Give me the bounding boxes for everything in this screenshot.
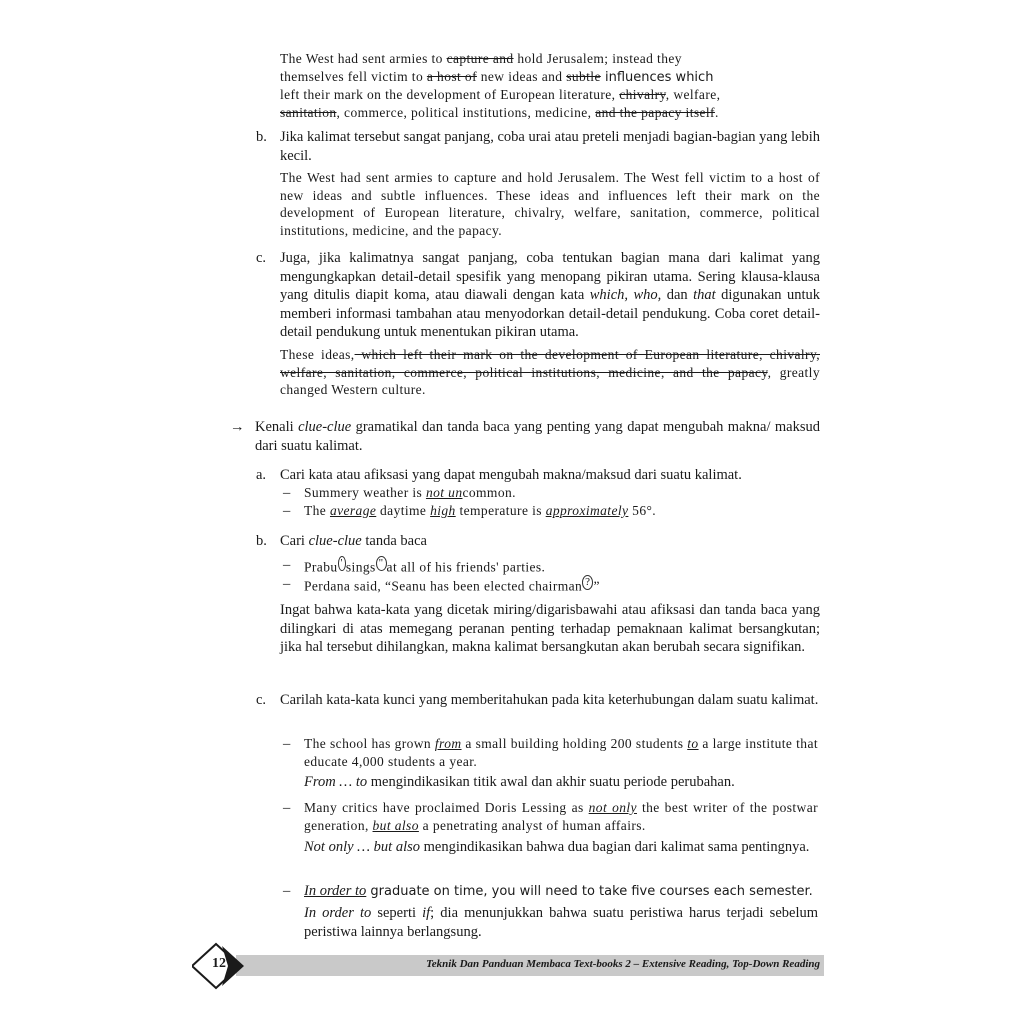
instruction-line: Cari kata atau afiksasi yang dapat mengubah makna/maksud dari suatu kalimat. [280,467,742,483]
example-note: In order to seperti if; dia menunjukkan bahwa suatu peristiwa harus terjadi sebelum peristiwa lainnya berlangsung. [304,905,819,940]
instruction-paragraph: Carilah kata-kata kunci yang memberitahukan pada kita keterhubungan dalam suatu kalimat. [280,692,819,708]
circled-punctuation: ? [582,575,593,590]
example-split-sentence: The West had sent armies to capture and hold Jerusalem. The West fell victim to a host of new ideas and subtle influences. These ideas and influences left their mark on the development of European literature, chivalry, welfare, sanitation, commerce, political institutions, medicine, and the papacy. [280,170,820,238]
example-line: Prabu ' sings " at all of his friends' parties. [304,557,546,575]
dash-bullet: – [283,503,291,519]
dash-bullet: – [283,883,291,899]
arrow-point-text: Kenali clue-clue gramatikal dan tanda baca yang penting yang dapat mengubah makna/ maksud dari suatu kalimat. [255,419,820,454]
instruction-paragraph: Jika kalimat tersebut sangat panjang, coba urai atau preteli menjadi bagian-bagian yang lebih kecil. [280,129,820,164]
list-marker-b: b. [256,533,267,549]
dash-bullet: – [283,800,291,816]
dash-bullet: – [283,576,291,592]
example-line: The average daytime high temperature is approximately 56°. [304,503,657,518]
list-marker-c: c. [256,692,267,708]
example-line: Summery weather is not uncommon. [304,485,516,500]
example-line: Many critics have proclaimed Doris Lessing as not only the best writer of the postwar generation, but also a penetrating analyst of human affairs. [304,800,818,833]
example-line: In order to graduate on time, you will need to take five courses each semester. [304,883,813,899]
example-strikethrough-sentence: The West had sent armies to capture and hold Jerusalem; instead they themselves fell victim to a host of new ideas and subtle influences which left their mark on the development of European literature, chivalry, welfare, sanitation, commerce, political institutions, medicine, and the papacy itself. [280,51,721,120]
list-marker-c: c. [256,250,267,266]
dash-bullet: – [283,736,291,752]
list-marker-b: b. [256,129,267,145]
page-number: 12 [212,956,226,971]
example-main-idea-sentence: These ideas, which left their mark on the development of European literature, chivalry, welfare, sanitation, commerce, political institutions, medicine, and the papacy, greatly changed Western culture. [280,347,820,397]
list-marker-a: a. [256,467,267,483]
example-line: The school has grown from a small building holding 200 students to a large institute that educate 4,000 students a year. [304,736,818,769]
example-note: From … to mengindikasikan titik awal dan akhir suatu periode perubahan. [304,774,735,790]
footer-title: Teknik Dan Panduan Membaca Text-books 2 – Extensive Reading, Top-Down Reading [426,958,820,970]
instruction-paragraph: Juga, jika kalimatnya sangat panjang, coba tentukan bagian mana dari kalimat yang mengungkapkan detail-detail spesifik yang menopang pikiran utama. Sering klausa-klausa yang ditulis diapit koma, atau diawali dengan kata which, who, dan that digunakan untuk memberi informasi tambahan atau menyodorkan detail-detail pendukung. Coba coret detail-detail pendukung untuk menentukan pikiran utama. [280,250,821,340]
circled-punctuation: " [376,556,387,571]
explanation-paragraph: Ingat bahwa kata-kata yang dicetak miring/digarisbawahi atau afiksasi dan tanda baca yang dilingkari di atas memegang peranan penting terhadap pemaknaan kalimat bersangkutan; jika hal tersebut dihilangkan, makna kalimat bersangkutan akan berubah secara signifikan. [280,602,820,655]
circled-punctuation: ' [338,556,346,571]
dash-bullet: – [283,557,291,573]
arrow-icon: → [230,419,245,435]
example-note: Not only … but also mengindikasikan bahwa dua bagian dari kalimat sama pentingnya. [304,839,810,855]
dash-bullet: – [283,485,291,501]
example-line: Perdana said, “Seanu has been elected chairman ? ” [304,576,600,594]
instruction-line: Cari clue-clue tanda baca [280,533,427,549]
